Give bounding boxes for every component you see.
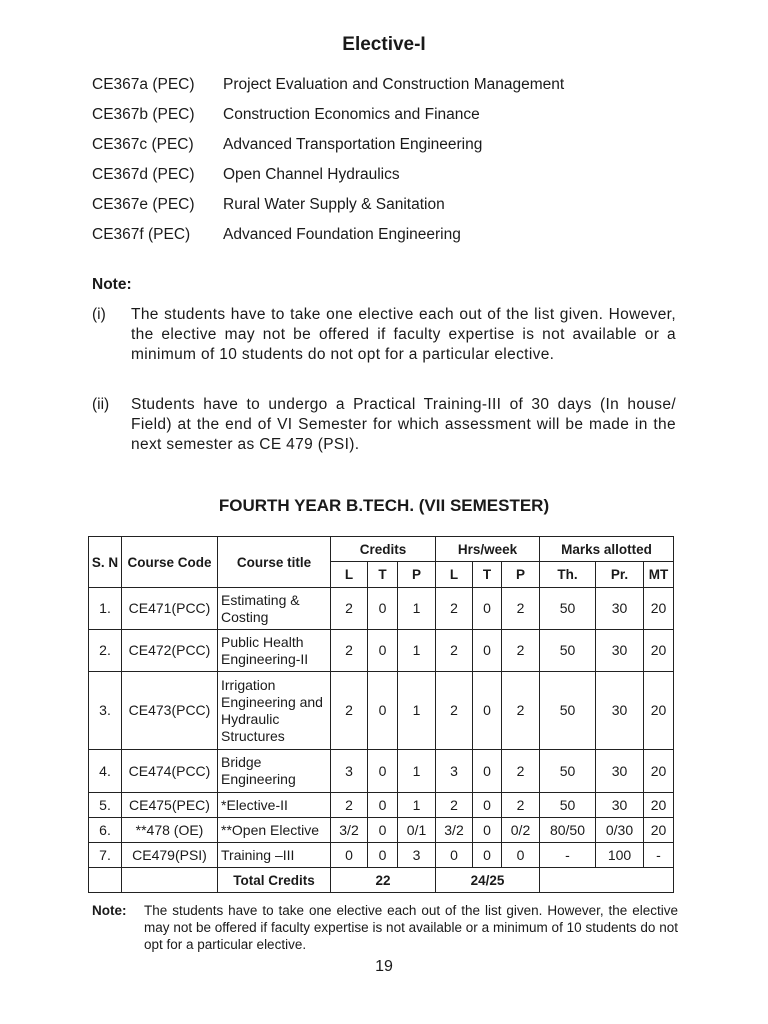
cell-pr: 0/30 (596, 818, 644, 843)
elective-name: Advanced Transportation Engineering (223, 136, 483, 153)
note-item-1 (92, 305, 676, 365)
cell-hrs-p: 2 (502, 588, 540, 630)
cell-hrs-p: 0/2 (502, 818, 540, 843)
header-course-code: Course Code (122, 537, 218, 588)
cell-title: Public Health Engineering-II (218, 630, 331, 672)
cell-sn: 5. (89, 793, 122, 818)
cell-pr: 30 (596, 672, 644, 750)
header-hrs-week: Hrs/week (436, 537, 540, 562)
cell-hrs-p: 2 (502, 630, 540, 672)
cell-sn: 2. (89, 630, 122, 672)
cell-pr: 30 (596, 750, 644, 793)
cell-code: CE474(PCC) (122, 750, 218, 793)
list-item (92, 136, 692, 166)
bottom-note-label: Note: (92, 903, 127, 918)
cell-pr: 30 (596, 793, 644, 818)
cell-th: 50 (540, 672, 596, 750)
header-credit-p: P (398, 562, 436, 588)
note-number: (ii) (92, 396, 110, 413)
cell-credit-t: 0 (368, 750, 398, 793)
cell-code: **478 (OE) (122, 818, 218, 843)
cell-credit-l: 2 (331, 588, 368, 630)
cell-code: CE473(PCC) (122, 672, 218, 750)
elective-code: CE367b (PEC) (92, 106, 195, 123)
cell-sn: 7. (89, 843, 122, 868)
list-item (92, 76, 692, 106)
table-row (89, 750, 674, 793)
cell-hrs-p: 2 (502, 750, 540, 793)
elective-code: CE367f (PEC) (92, 226, 191, 243)
cell-th: - (540, 843, 596, 868)
cell-credit-p: 1 (398, 793, 436, 818)
cell-mt: 20 (644, 588, 674, 630)
note-text: Students have to undergo a Practical Training-III of 30 days (In house/ Field) at the end of VI Semester for which assessment will be made in the next semester as CE 479 (PSI). (131, 396, 676, 453)
cell-hrs-t: 0 (473, 818, 502, 843)
cell-sn: 6. (89, 818, 122, 843)
cell-credit-t: 0 (368, 588, 398, 630)
cell-hrs-p: 2 (502, 793, 540, 818)
cell-hrs-l: 2 (436, 793, 473, 818)
header-hrs-t: T (473, 562, 502, 588)
cell-th: 50 (540, 630, 596, 672)
cell-credit-l: 2 (331, 672, 368, 750)
header-credit-l: L (331, 562, 368, 588)
cell-hrs-t: 0 (473, 793, 502, 818)
cell-hrs-t: 0 (473, 672, 502, 750)
cell-code: CE479(PSI) (122, 843, 218, 868)
cell-credit-p: 0/1 (398, 818, 436, 843)
header-sn: S. N (89, 537, 122, 588)
header-th: Th. (540, 562, 596, 588)
elective-code: CE367e (PEC) (92, 196, 195, 213)
header-marks: Marks allotted (540, 537, 674, 562)
table-header-row (89, 537, 674, 562)
cell-credit-p: 1 (398, 588, 436, 630)
header-credits: Credits (331, 537, 436, 562)
bottom-note-text: The students have to take one elective each out of the list given. However, the elective may not be offered if faculty expertise is not available or a minimum of 10 students do not opt for a particular elective. (144, 903, 678, 952)
note-text: The students have to take one elective each out of the list given. However, the elective may not be offered if faculty expertise is not available or a minimum of 10 students do not opt for a particular elective. (131, 306, 676, 363)
header-hrs-l: L (436, 562, 473, 588)
total-credits-value: 22 (331, 868, 436, 893)
cell-pr: 30 (596, 630, 644, 672)
header-mt: MT (644, 562, 674, 588)
cell-title: Irrigation Engineering and Hydraulic Structures (218, 672, 331, 750)
list-item (92, 196, 692, 226)
cell-credit-l: 3 (331, 750, 368, 793)
header-hrs-p: P (502, 562, 540, 588)
note-number: (i) (92, 306, 106, 323)
cell-hrs-l: 2 (436, 588, 473, 630)
elective-course-list (92, 76, 692, 256)
cell-credit-p: 1 (398, 750, 436, 793)
cell-credit-l: 0 (331, 843, 368, 868)
cell-th: 80/50 (540, 818, 596, 843)
note-item-2 (92, 395, 676, 455)
header-credit-t: T (368, 562, 398, 588)
table-row (89, 630, 674, 672)
cell-credit-p: 3 (398, 843, 436, 868)
cell-hrs-l: 2 (436, 630, 473, 672)
cell-credit-l: 2 (331, 793, 368, 818)
elective-code: CE367d (PEC) (92, 166, 195, 183)
semester-title: FOURTH YEAR B.TECH. (VII SEMESTER) (218, 496, 550, 515)
cell-mt: 20 (644, 630, 674, 672)
cell-hrs-p: 2 (502, 672, 540, 750)
elective-name: Project Evaluation and Construction Management (223, 76, 565, 93)
cell-hrs-t: 0 (473, 630, 502, 672)
table-row (89, 672, 674, 750)
cell-pr: 30 (596, 588, 644, 630)
list-item (92, 226, 692, 256)
cell-sn: 1. (89, 588, 122, 630)
cell-title: Bridge Engineering (218, 750, 331, 793)
cell-title: Training –III (218, 843, 331, 868)
cell-credit-p: 1 (398, 630, 436, 672)
cell-mt: 20 (644, 750, 674, 793)
cell-credit-t: 0 (368, 672, 398, 750)
cell-title: Estimating & Costing (218, 588, 331, 630)
cell-pr: 100 (596, 843, 644, 868)
note-heading: Note: (92, 276, 132, 293)
cell-credit-t: 0 (368, 630, 398, 672)
cell-th: 50 (540, 750, 596, 793)
table-row (89, 818, 674, 843)
cell-mt: 20 (644, 672, 674, 750)
header-course-title: Course title (218, 537, 331, 588)
elective-code: CE367c (PEC) (92, 136, 194, 153)
cell-hrs-l: 3/2 (436, 818, 473, 843)
cell-mt: 20 (644, 818, 674, 843)
cell-mt: 20 (644, 793, 674, 818)
cell-credit-p: 1 (398, 672, 436, 750)
table-row (89, 843, 674, 868)
cell-sn: 3. (89, 672, 122, 750)
cell-hrs-t: 0 (473, 588, 502, 630)
page-number: 19 (375, 958, 393, 975)
total-credits-label: Total Credits (218, 868, 331, 893)
elective-name: Open Channel Hydraulics (223, 166, 400, 183)
cell-hrs-l: 3 (436, 750, 473, 793)
bottom-note (92, 902, 678, 953)
cell-hrs-t: 0 (473, 750, 502, 793)
cell-credit-t: 0 (368, 793, 398, 818)
table-row (89, 793, 674, 818)
cell-title: *Elective-II (218, 793, 331, 818)
cell-credit-l: 2 (331, 630, 368, 672)
elective-name: Advanced Foundation Engineering (223, 226, 461, 243)
elective-name: Rural Water Supply & Sanitation (223, 196, 445, 213)
cell-code: CE475(PEC) (122, 793, 218, 818)
table-total-row (89, 868, 674, 893)
total-hours-value: 24/25 (436, 868, 540, 893)
header-pr: Pr. (596, 562, 644, 588)
cell-hrs-p: 0 (502, 843, 540, 868)
elective-title: Elective-I (342, 34, 426, 55)
elective-code: CE367a (PEC) (92, 76, 195, 93)
list-item (92, 106, 692, 136)
course-table (88, 536, 674, 893)
cell-hrs-t: 0 (473, 843, 502, 868)
cell-mt: - (644, 843, 674, 868)
cell-credit-t: 0 (368, 818, 398, 843)
cell-th: 50 (540, 793, 596, 818)
cell-hrs-l: 0 (436, 843, 473, 868)
cell-sn: 4. (89, 750, 122, 793)
cell-code: CE471(PCC) (122, 588, 218, 630)
elective-name: Construction Economics and Finance (223, 106, 480, 123)
table-row (89, 588, 674, 630)
cell-credit-l: 3/2 (331, 818, 368, 843)
cell-th: 50 (540, 588, 596, 630)
cell-title: **Open Elective (218, 818, 331, 843)
list-item (92, 166, 692, 196)
cell-credit-t: 0 (368, 843, 398, 868)
cell-code: CE472(PCC) (122, 630, 218, 672)
cell-hrs-l: 2 (436, 672, 473, 750)
